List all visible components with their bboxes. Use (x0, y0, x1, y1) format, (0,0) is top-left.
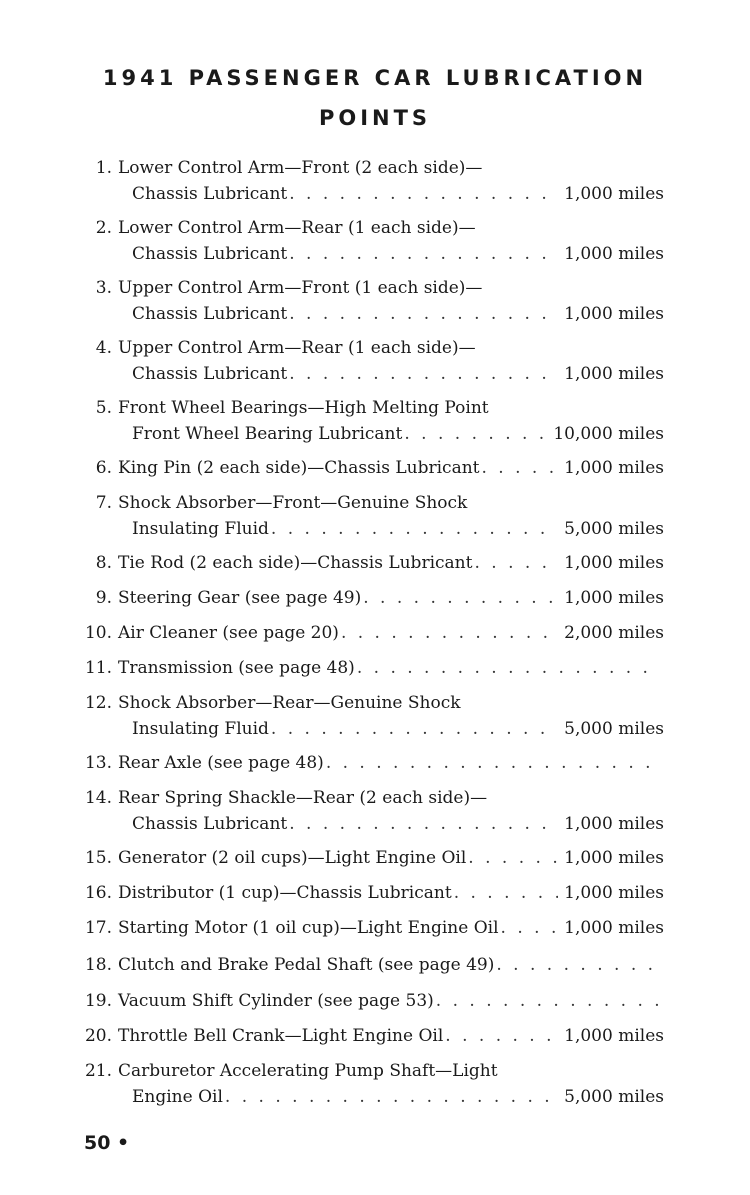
item-number: 9. (95, 588, 112, 608)
item-number: 12. (84, 693, 112, 713)
item-interval: 2,000 miles (564, 623, 664, 643)
item-number: 18. (84, 955, 112, 975)
item-interval: 1,000 miles (564, 244, 664, 264)
item-interval: 1,000 miles (564, 553, 664, 573)
list-item (78, 690, 664, 742)
item-description: Rear Spring Shackle—Rear (2 each side)— (118, 788, 488, 808)
list-item (78, 335, 664, 387)
dot-leader (468, 845, 558, 871)
item-interval: 1,000 miles (564, 184, 664, 204)
list-item (78, 155, 664, 207)
item-description: Air Cleaner (see page 20) (118, 623, 339, 643)
item-description-continued: Chassis Lubricant (132, 184, 288, 204)
item-number: 20. (84, 1026, 112, 1046)
item-description: Steering Gear (see page 49) (118, 588, 362, 608)
dot-leader (481, 455, 558, 481)
dot-leader (289, 241, 558, 267)
dot-leader (363, 585, 558, 611)
list-item (78, 1058, 664, 1110)
item-description: Vacuum Shift Cylinder (see page 53) (118, 991, 434, 1011)
item-description: Front Wheel Bearings—High Melting Point (118, 398, 489, 418)
item-description-continued: Front Wheel Bearing Lubricant (132, 424, 403, 444)
list-item (78, 620, 664, 646)
item-interval: 1,000 miles (564, 918, 664, 938)
page-title: 1941 PASSENGER CAR LUBRICATION (102, 66, 648, 90)
item-interval: 5,000 miles (564, 1087, 664, 1107)
list-item (78, 215, 664, 267)
item-description: Throttle Bell Crank—Light Engine Oil (118, 1026, 444, 1046)
item-number: 8. (95, 553, 112, 573)
list-item (78, 785, 664, 837)
list-item (78, 275, 664, 327)
item-number: 15. (84, 848, 112, 868)
list-item (78, 585, 664, 611)
item-number: 13. (84, 753, 112, 773)
dot-leader (454, 880, 558, 906)
dot-leader (404, 421, 547, 447)
dot-leader (496, 952, 658, 978)
item-description-continued: Insulating Fluid (132, 519, 269, 539)
item-description-continued: Chassis Lubricant (132, 814, 288, 834)
item-number: 7. (95, 493, 112, 513)
item-interval: 1,000 miles (564, 304, 664, 324)
item-description-continued: Chassis Lubricant (132, 244, 288, 264)
item-interval: 1,000 miles (564, 1026, 664, 1046)
item-number: 4. (95, 338, 112, 358)
item-description: Distributor (1 cup)—Chassis Lubricant (118, 883, 452, 903)
item-description: Rear Axle (see page 48) (118, 753, 324, 773)
item-description: Shock Absorber—Rear—Genuine Shock (118, 693, 461, 713)
dot-leader (271, 716, 558, 742)
item-description: Shock Absorber—Front—Genuine Shock (118, 493, 468, 513)
item-interval: 5,000 miles (564, 519, 664, 539)
item-number: 1. (95, 158, 112, 178)
item-interval: 1,000 miles (564, 458, 664, 478)
item-description: Clutch and Brake Pedal Shaft (see page 49) (118, 955, 495, 975)
list-item (78, 952, 664, 978)
item-number: 6. (95, 458, 112, 478)
page-number: 50 • (84, 1132, 130, 1154)
dot-leader (271, 516, 558, 542)
list-item (78, 915, 664, 941)
item-description: Generator (2 oil cups)—Light Engine Oil (118, 848, 467, 868)
item-number: 3. (95, 278, 112, 298)
item-interval: 1,000 miles (564, 848, 664, 868)
item-number: 16. (84, 883, 112, 903)
list-item (78, 845, 664, 871)
item-number: 10. (84, 623, 112, 643)
item-number: 11. (84, 658, 112, 678)
item-description: Tie Rod (2 each side)—Chassis Lubricant (118, 553, 473, 573)
item-description: Lower Control Arm—Rear (1 each side)— (118, 218, 476, 238)
item-description: Upper Control Arm—Rear (1 each side)— (118, 338, 476, 358)
list-item (78, 750, 664, 776)
dot-leader (445, 1023, 558, 1049)
item-description-continued: Chassis Lubricant (132, 304, 288, 324)
item-description: Starting Motor (1 oil cup)—Light Engine Oil (118, 918, 499, 938)
list-item (78, 490, 664, 542)
dot-leader (289, 181, 558, 207)
item-number: 21. (84, 1061, 112, 1081)
list-item (78, 395, 664, 447)
item-number: 19. (84, 991, 112, 1011)
item-interval: 5,000 miles (564, 719, 664, 739)
item-interval: 10,000 miles (553, 424, 664, 444)
page-title-continued: POINTS (318, 106, 432, 130)
item-description: Lower Control Arm—Front (2 each side)— (118, 158, 483, 178)
item-number: 14. (84, 788, 112, 808)
list-item (78, 455, 664, 481)
dot-leader (225, 1084, 558, 1110)
item-description-continued: Engine Oil (132, 1087, 223, 1107)
dot-leader (357, 655, 658, 681)
item-description: Upper Control Arm—Front (1 each side)— (118, 278, 483, 298)
item-interval: 1,000 miles (564, 883, 664, 903)
item-description: Carburetor Accelerating Pump Shaft—Light (118, 1061, 498, 1081)
item-description: King Pin (2 each side)—Chassis Lubricant (118, 458, 480, 478)
dot-leader (289, 811, 558, 837)
item-interval: 1,000 miles (564, 588, 664, 608)
dot-leader (436, 988, 658, 1014)
item-number: 2. (95, 218, 112, 238)
dot-leader (501, 915, 559, 941)
item-description: Transmission (see page 48) (118, 658, 355, 678)
item-interval: 1,000 miles (564, 364, 664, 384)
list-item (78, 880, 664, 906)
item-number: 5. (95, 398, 112, 418)
item-description-continued: Insulating Fluid (132, 719, 269, 739)
item-interval: 1,000 miles (564, 814, 664, 834)
list-item (78, 550, 664, 576)
list-item (78, 988, 664, 1014)
dot-leader (289, 301, 558, 327)
dot-leader (474, 550, 558, 576)
list-item (78, 1023, 664, 1049)
item-number: 17. (84, 918, 112, 938)
list-item (78, 655, 664, 681)
dot-leader (326, 750, 658, 776)
item-description-continued: Chassis Lubricant (132, 364, 288, 384)
dot-leader (341, 620, 558, 646)
dot-leader (289, 361, 558, 387)
